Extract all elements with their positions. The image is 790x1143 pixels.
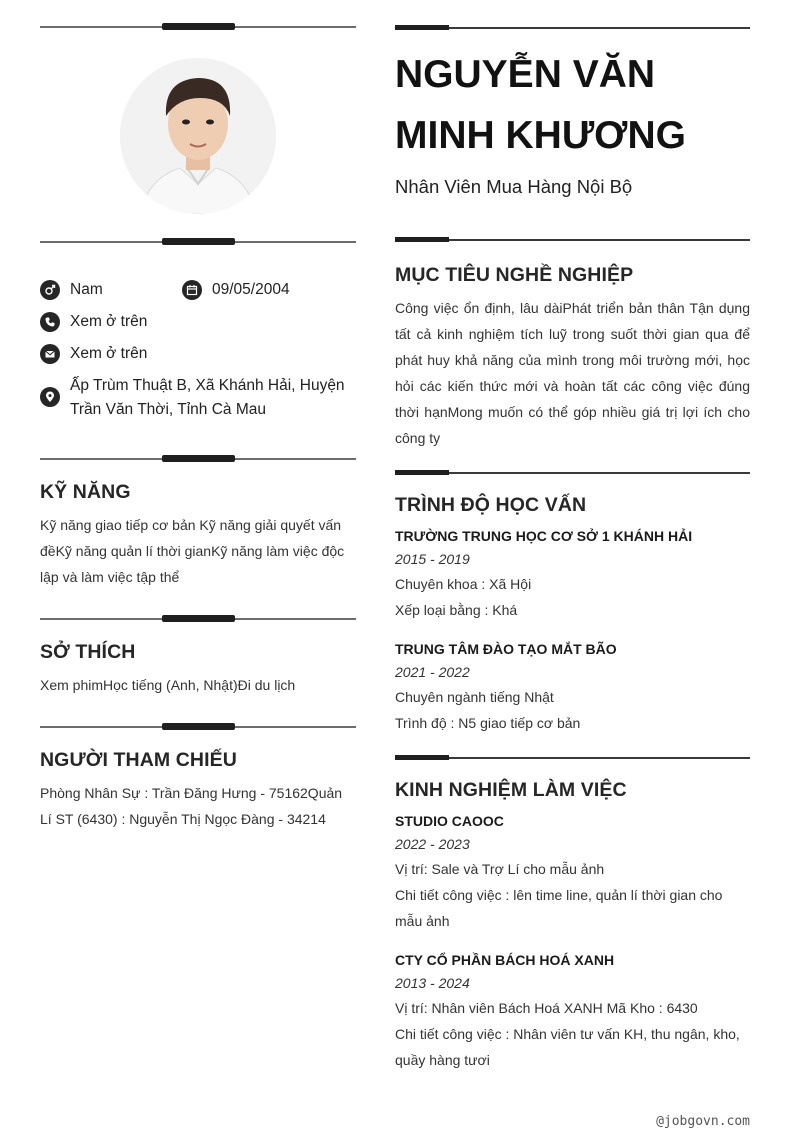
company-name: STUDIO CAOOC [395, 813, 504, 829]
job-title: Nhân Viên Mua Hàng Nội Bộ [395, 176, 633, 197]
objective-text: Công việc ổn định, lâu dàiPhát triển bản thân Tận dụng tất cả kinh nghiệm tích luỹ trong suốt thời gian qua để phát huy khả năng của mình trong môi trường mới, học hỏi các kiến thức mới và hoàn tất các công việc đúng thời hạnMong muốn có thể góp nhiều giá trị lợi ích cho công ty [395, 300, 750, 446]
education-title: TRÌNH ĐỘ HỌC VẤN [395, 494, 587, 516]
email-row [40, 342, 147, 366]
education-detail: Trình độ : N5 giao tiếp cơ bản [395, 715, 581, 731]
location-icon [40, 387, 60, 407]
school-name: TRƯỜNG TRUNG HỌC CƠ SỞ 1 KHÁNH HẢI [395, 528, 693, 544]
work-role: Vị trí: Nhân viên Bách Hoá XANH Mã Kho : 6430 [395, 1000, 698, 1016]
work-period: 2022 - 2023 [395, 836, 470, 852]
gender-icon [40, 280, 60, 300]
address-value: Ấp Trùm Thuật B, Xã Khánh Hải, Huyện Trần Văn Thời, Tỉnh Cà Mau [70, 377, 345, 418]
skills-title: KỸ NĂNG [40, 481, 131, 503]
phone-row [40, 310, 147, 334]
work-role: Vị trí: Sale và Trợ Lí cho mẫu ảnh [395, 861, 605, 877]
address-row [40, 374, 356, 422]
gender-value: Nam [70, 281, 103, 298]
references-title: NGƯỜI THAM CHIẾU [40, 749, 237, 771]
gender-row [40, 278, 103, 302]
references-text: Phòng Nhân Sự : Trần Đăng Hưng - 75162Quản Lí ST (6430) : Nguyễn Thị Ngọc Đàng - 34214 [40, 785, 343, 827]
divider [395, 470, 750, 476]
divider [395, 755, 750, 761]
education-detail: Xếp loại bằng : Khá [395, 602, 518, 618]
divider [395, 237, 750, 243]
study-period: 2021 - 2022 [395, 664, 470, 680]
experience-item [395, 949, 750, 1073]
education-item [395, 525, 750, 623]
education-item [395, 638, 750, 736]
watermark: @jobgovn.com [656, 1114, 750, 1129]
divider [40, 723, 356, 731]
divider [40, 615, 356, 623]
name-line-2: MINH KHƯƠNG [395, 114, 686, 157]
study-period: 2015 - 2019 [395, 551, 470, 567]
full-name [395, 44, 750, 166]
divider [40, 23, 356, 31]
education-detail: Chuyên khoa : Xã Hội [395, 576, 532, 592]
phone-value: Xem ở trên [70, 313, 148, 330]
divider [40, 455, 356, 463]
divider [395, 25, 750, 31]
hobbies-text: Xem phimHọc tiếng (Anh, Nhật)Đi du lịch [40, 677, 296, 693]
objective-title: MỤC TIÊU NGHỀ NGHIỆP [395, 264, 634, 286]
work-period: 2013 - 2024 [395, 975, 470, 991]
school-name: TRUNG TÂM ĐÀO TẠO MẮT BÃO [395, 641, 617, 657]
experience-item [395, 810, 750, 934]
calendar-icon [182, 280, 202, 300]
dob-row [182, 278, 290, 302]
experience-title: KINH NGHIỆM LÀM VIỆC [395, 779, 627, 801]
dob-value: 09/05/2004 [212, 281, 290, 298]
work-detail: Chi tiết công việc : Nhân viên tư vấn KH, thu ngân, kho, quầy hàng tươi [395, 1026, 740, 1068]
name-line-1: NGUYỄN VĂN [395, 53, 656, 96]
education-detail: Chuyên ngành tiếng Nhật [395, 689, 554, 705]
avatar [120, 58, 276, 214]
phone-icon [40, 312, 60, 332]
email-icon [40, 344, 60, 364]
email-value: Xem ở trên [70, 345, 148, 362]
divider [40, 238, 356, 246]
profile-photo [120, 58, 276, 214]
work-detail: Chi tiết công việc : lên time line, quản lí thời gian cho mẫu ảnh [395, 887, 723, 929]
company-name: CTY CỔ PHẦN BÁCH HOÁ XANH [395, 952, 615, 968]
hobbies-title: SỞ THÍCH [40, 641, 136, 663]
skills-text: Kỹ năng giao tiếp cơ bản Kỹ năng giải quyết vấn đềKỹ năng quản lí thời gianKỹ năng làm việc độc lập và làm việc tập thể [40, 517, 345, 585]
